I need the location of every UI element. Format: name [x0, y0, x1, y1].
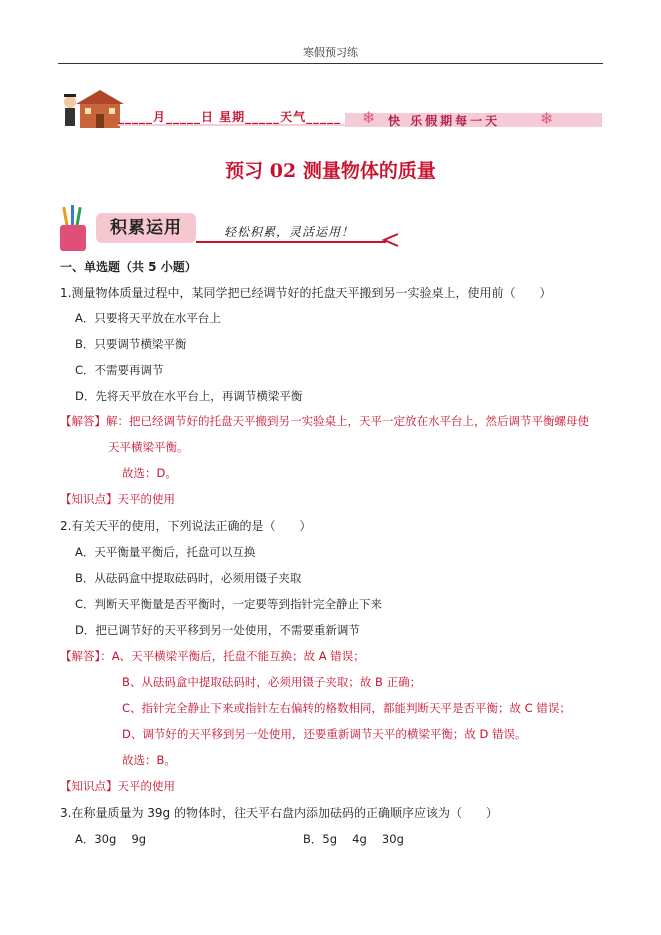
section-heading: 一、单选题（共 5 小题）	[60, 260, 197, 274]
question-2-option-b: B．从砝码盒中提取砝码时，必须用镊子夹取	[75, 571, 302, 585]
accumulate-underline	[196, 241, 386, 243]
question-1-answer-choice: 故选：D。	[122, 466, 177, 480]
question-2-stem: 2.有关天平的使用，下列说法正确的是（ ）	[60, 519, 312, 533]
question-3-stem: 3.在称量质量为 39g 的物体时，往天平右盘内添加砝码的正确顺序应该为（ ）	[60, 806, 498, 820]
question-2-answer-choice: 故选：B。	[122, 753, 176, 767]
question-1-answer-line: 天平横梁平衡。	[108, 440, 189, 454]
question-1-stem: 1.测量物体质量过程中，某同学把已经调节好的托盘天平搬到另一实验桌上，使用前（ ）	[60, 286, 552, 300]
question-2-answer-line: D、调节好的天平移到另一处使用，还要重新调节天平的横梁平衡；故 D 错误。	[122, 727, 527, 741]
question-1-knowledge: 【知识点】天平的使用	[60, 492, 175, 506]
question-2-answer-line: B、从砝码盒中提取砝码时，必须用镊子夹取；故 B 正确；	[122, 675, 422, 689]
date-weather-line: _____月_____日 星期_____天气_____	[118, 110, 342, 124]
question-2-knowledge: 【知识点】天平的使用	[60, 779, 175, 793]
question-3-option-a: A．30g 9g	[75, 832, 147, 846]
question-1-option-a: A．只要将天平放在水平台上	[75, 311, 221, 325]
page-header: 寒假预习练	[303, 46, 358, 59]
page-title: 预习 02 测量物体的质量	[225, 160, 436, 182]
question-2-option-d: D．把已调节好的天平移到另一处使用，不需要重新调节	[75, 623, 360, 637]
question-2-option-c: C．判断天平衡量是否平衡时，一定要等到指针完全静止下来	[75, 597, 383, 611]
accumulate-slogan: 轻松积累，灵活运用！	[224, 225, 355, 239]
question-1-option-d: D．先将天平放在水平台上，再调节横梁平衡	[75, 389, 303, 403]
happy-holiday-text: 快 乐假期每一天	[388, 114, 501, 128]
question-1-option-b: B．只要调节横梁平衡	[75, 337, 187, 351]
pencil-cup-icon	[58, 203, 90, 253]
question-2-option-a: A．天平衡量平衡后，托盘可以互换	[75, 545, 256, 559]
question-2-answer-line: 【解答】：A、天平横梁平衡后，托盘不能互换；故 A 错误；	[60, 649, 365, 663]
snowflake-icon: ❄	[362, 108, 376, 127]
question-1-answer-line: 【解答】解：把已经调节好的托盘天平搬到另一实验桌上，天平一定放在水平台上，然后调节平衡螺母使	[60, 414, 589, 428]
snowflake-icon: ❄	[540, 109, 554, 128]
arrow-left-icon	[378, 232, 402, 248]
accumulate-label: 积累运用	[96, 213, 196, 243]
question-1-option-c: C．不需要再调节	[75, 363, 164, 377]
question-3-option-b: B．5g 4g 30g	[303, 832, 404, 846]
header-divider	[58, 63, 603, 64]
question-2-answer-line: C、指针完全静止下来或指针左右偏转的格数相同，都能判断天平是否平衡；故 C 错误；	[122, 701, 571, 715]
